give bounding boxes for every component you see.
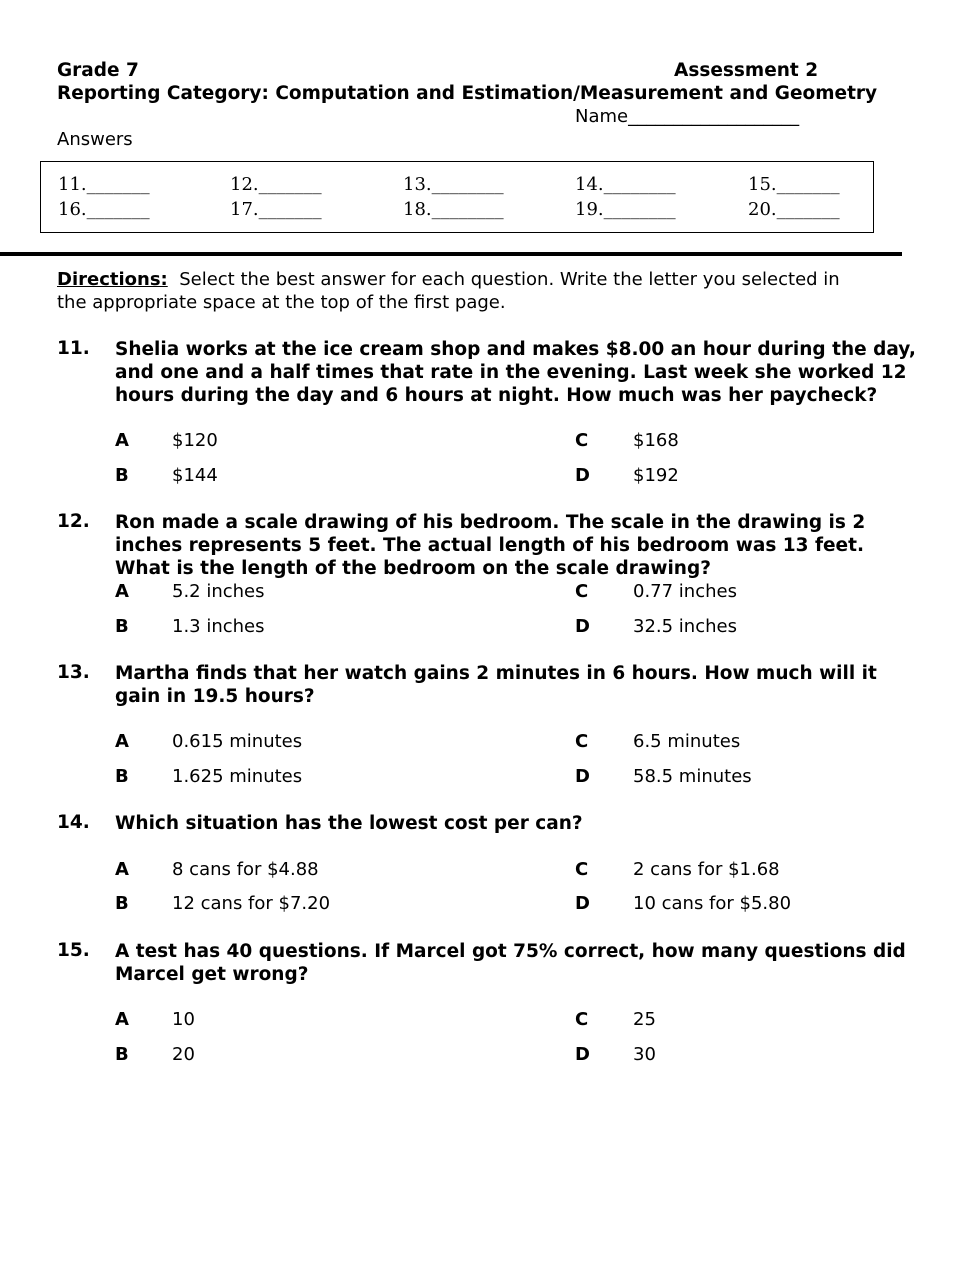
answer-option[interactable]: 0.77 inches xyxy=(633,581,737,602)
question-number: 13. xyxy=(57,662,90,683)
answer-option[interactable]: 25 xyxy=(633,1009,656,1030)
question-number: 12. xyxy=(57,511,90,532)
answer-blank[interactable]: 14.________ xyxy=(575,174,676,195)
answer-blank[interactable]: 15._______ xyxy=(748,174,840,195)
question-text: Martha finds that her watch gains 2 minutes in 6 hours. How much will it gain in 19.5 hours? xyxy=(115,663,877,707)
answer-option[interactable]: 2 cans for $1.68 xyxy=(633,859,780,880)
answer-blank[interactable]: 16._______ xyxy=(58,199,150,220)
question-text: Ron made a scale drawing of his bedroom. The scale in the drawing is 2 inches represents 5 feet. The actual length of his bedroom was 13 feet. What is the length of the bedroom on the scale drawing? xyxy=(115,512,866,579)
option-letter: C xyxy=(575,859,589,880)
answer-option[interactable]: $120 xyxy=(172,430,218,451)
question-text: A test has 40 questions. If Marcel got 75% correct, how many questions did Marcel get wrong? xyxy=(115,941,906,985)
answer-option[interactable]: 58.5 minutes xyxy=(633,766,752,787)
option-letter: C xyxy=(575,1009,589,1030)
answer-option[interactable]: 20 xyxy=(172,1044,195,1065)
option-letter: D xyxy=(575,465,590,486)
answer-blank[interactable]: 18.________ xyxy=(403,199,504,220)
answer-option[interactable]: $144 xyxy=(172,465,218,486)
answer-option[interactable]: 30 xyxy=(633,1044,656,1065)
option-letter: D xyxy=(575,893,590,914)
directions-text: Select the best answer for each question. Write the letter you selected in the appropriate space at the top of the first page. xyxy=(57,269,840,313)
option-letter: D xyxy=(575,616,590,637)
option-letter: A xyxy=(115,1009,129,1030)
answer-blank[interactable]: 17._______ xyxy=(230,199,322,220)
question-text: Which situation has the lowest cost per can? xyxy=(115,813,583,834)
answer-option[interactable]: 12 cans for $7.20 xyxy=(172,893,331,914)
answer-option[interactable]: 8 cans for $4.88 xyxy=(172,859,319,880)
option-letter: B xyxy=(115,616,129,637)
directions-label: Directions: xyxy=(57,269,168,290)
question-text: Shelia works at the ice cream shop and makes $8.00 an hour during the day, and one and a half times that rate in the evening. Last week she worked 12 hours during the day and 6 hours at night. How much was her paycheck? xyxy=(115,339,916,406)
divider-rule xyxy=(0,252,902,256)
answer-blank[interactable]: 19.________ xyxy=(575,199,676,220)
grade-label: Grade 7 xyxy=(57,60,139,81)
question-number: 11. xyxy=(57,338,90,359)
answer-blank[interactable]: 13.________ xyxy=(403,174,504,195)
question-number: 14. xyxy=(57,812,90,833)
option-letter: B xyxy=(115,465,129,486)
answer-option[interactable]: 10 xyxy=(172,1009,195,1030)
answer-option[interactable]: 6.5 minutes xyxy=(633,731,741,752)
directions xyxy=(57,268,857,314)
answer-blank[interactable]: 11._______ xyxy=(58,174,150,195)
answer-blank[interactable]: 12._______ xyxy=(230,174,322,195)
answer-option[interactable]: 10 cans for $5.80 xyxy=(633,893,792,914)
assessment-label: Assessment 2 xyxy=(674,60,819,81)
answer-option[interactable]: 5.2 inches xyxy=(172,581,265,602)
option-letter: A xyxy=(115,731,129,752)
answers-label: Answers xyxy=(57,129,133,150)
option-letter: C xyxy=(575,731,589,752)
answer-box xyxy=(40,161,874,233)
answer-option[interactable]: 0.615 minutes xyxy=(172,731,303,752)
answer-option[interactable]: 32.5 inches xyxy=(633,616,737,637)
option-letter: A xyxy=(115,430,129,451)
option-letter: B xyxy=(115,1044,129,1065)
answer-blank[interactable]: 20._______ xyxy=(748,199,840,220)
option-letter: D xyxy=(575,766,590,787)
option-letter: C xyxy=(575,430,589,451)
option-letter: A xyxy=(115,581,129,602)
answer-option[interactable]: $168 xyxy=(633,430,679,451)
reporting-category: Reporting Category: Computation and Estimation/Measurement and Geometry xyxy=(57,83,878,104)
option-letter: B xyxy=(115,893,129,914)
option-letter: A xyxy=(115,859,129,880)
option-letter: C xyxy=(575,581,589,602)
answer-option[interactable]: 1.625 minutes xyxy=(172,766,303,787)
name-field[interactable]: Name___________________ xyxy=(575,106,800,127)
option-letter: B xyxy=(115,766,129,787)
answer-option[interactable]: $192 xyxy=(633,465,679,486)
option-letter: D xyxy=(575,1044,590,1065)
question-number: 15. xyxy=(57,940,90,961)
answer-option[interactable]: 1.3 inches xyxy=(172,616,265,637)
